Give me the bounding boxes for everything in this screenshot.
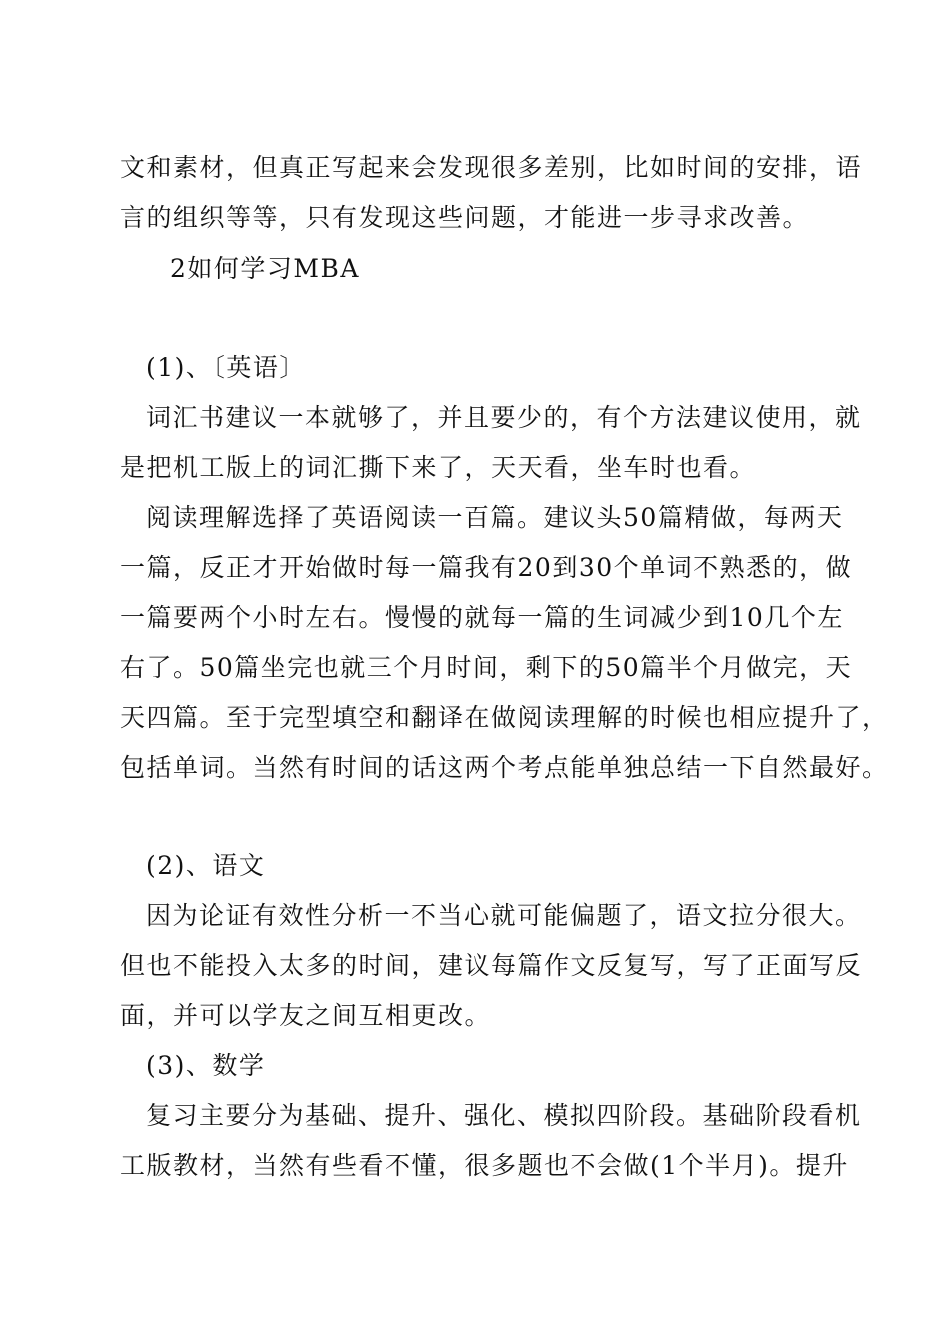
text-line: 一篇，反正才开始做时每一篇我有20到30个单词不熟悉的，做 xyxy=(120,553,853,582)
subsection-heading: (1)、〔英语〕 xyxy=(146,353,306,382)
text-line: 天四篇。至于完型填空和翻译在做阅读理解的时候也相应提升了， xyxy=(120,703,889,732)
text-line: 包括单词。当然有时间的话这两个考点能单独总结一下自然最好。 xyxy=(120,753,889,782)
text-line: 一篇要两个小时左右。慢慢的就每一篇的生词减少到10几个左 xyxy=(120,603,844,632)
text-line: 复习主要分为基础、提升、强化、模拟四阶段。基础阶段看机 xyxy=(146,1101,862,1130)
section-heading: 2如何学习MBA xyxy=(170,254,360,283)
text-line: 阅读理解选择了英语阅读一百篇。建议头50篇精做，每两天 xyxy=(146,503,844,532)
text-line: 因为论证有效性分析一不当心就可能偏题了，语文拉分很大。 xyxy=(146,901,862,930)
text-line: 言的组织等等，只有发现这些问题，才能进一步寻求改善。 xyxy=(120,203,810,232)
text-line: 是把机工版上的词汇撕下来了，天天看，坐车时也看。 xyxy=(120,453,757,482)
subsection-heading: (3)、数学 xyxy=(146,1051,266,1080)
text-line: 面，并可以学友之间互相更改。 xyxy=(120,1001,492,1030)
text-line: 右了。50篇坐完也就三个月时间，剩下的50篇半个月做完，天 xyxy=(120,653,853,682)
text-line: 文和素材，但真正写起来会发现很多差别，比如时间的安排，语 xyxy=(120,153,863,182)
subsection-heading: (2)、语文 xyxy=(146,851,266,880)
text-line: 词汇书建议一本就够了，并且要少的，有个方法建议使用，就 xyxy=(146,403,862,432)
text-line: 但也不能投入太多的时间，建议每篇作文反复写，写了正面写反 xyxy=(120,951,863,980)
text-line: 工版教材，当然有些看不懂，很多题也不会做(1个半月)。提升 xyxy=(120,1151,849,1180)
